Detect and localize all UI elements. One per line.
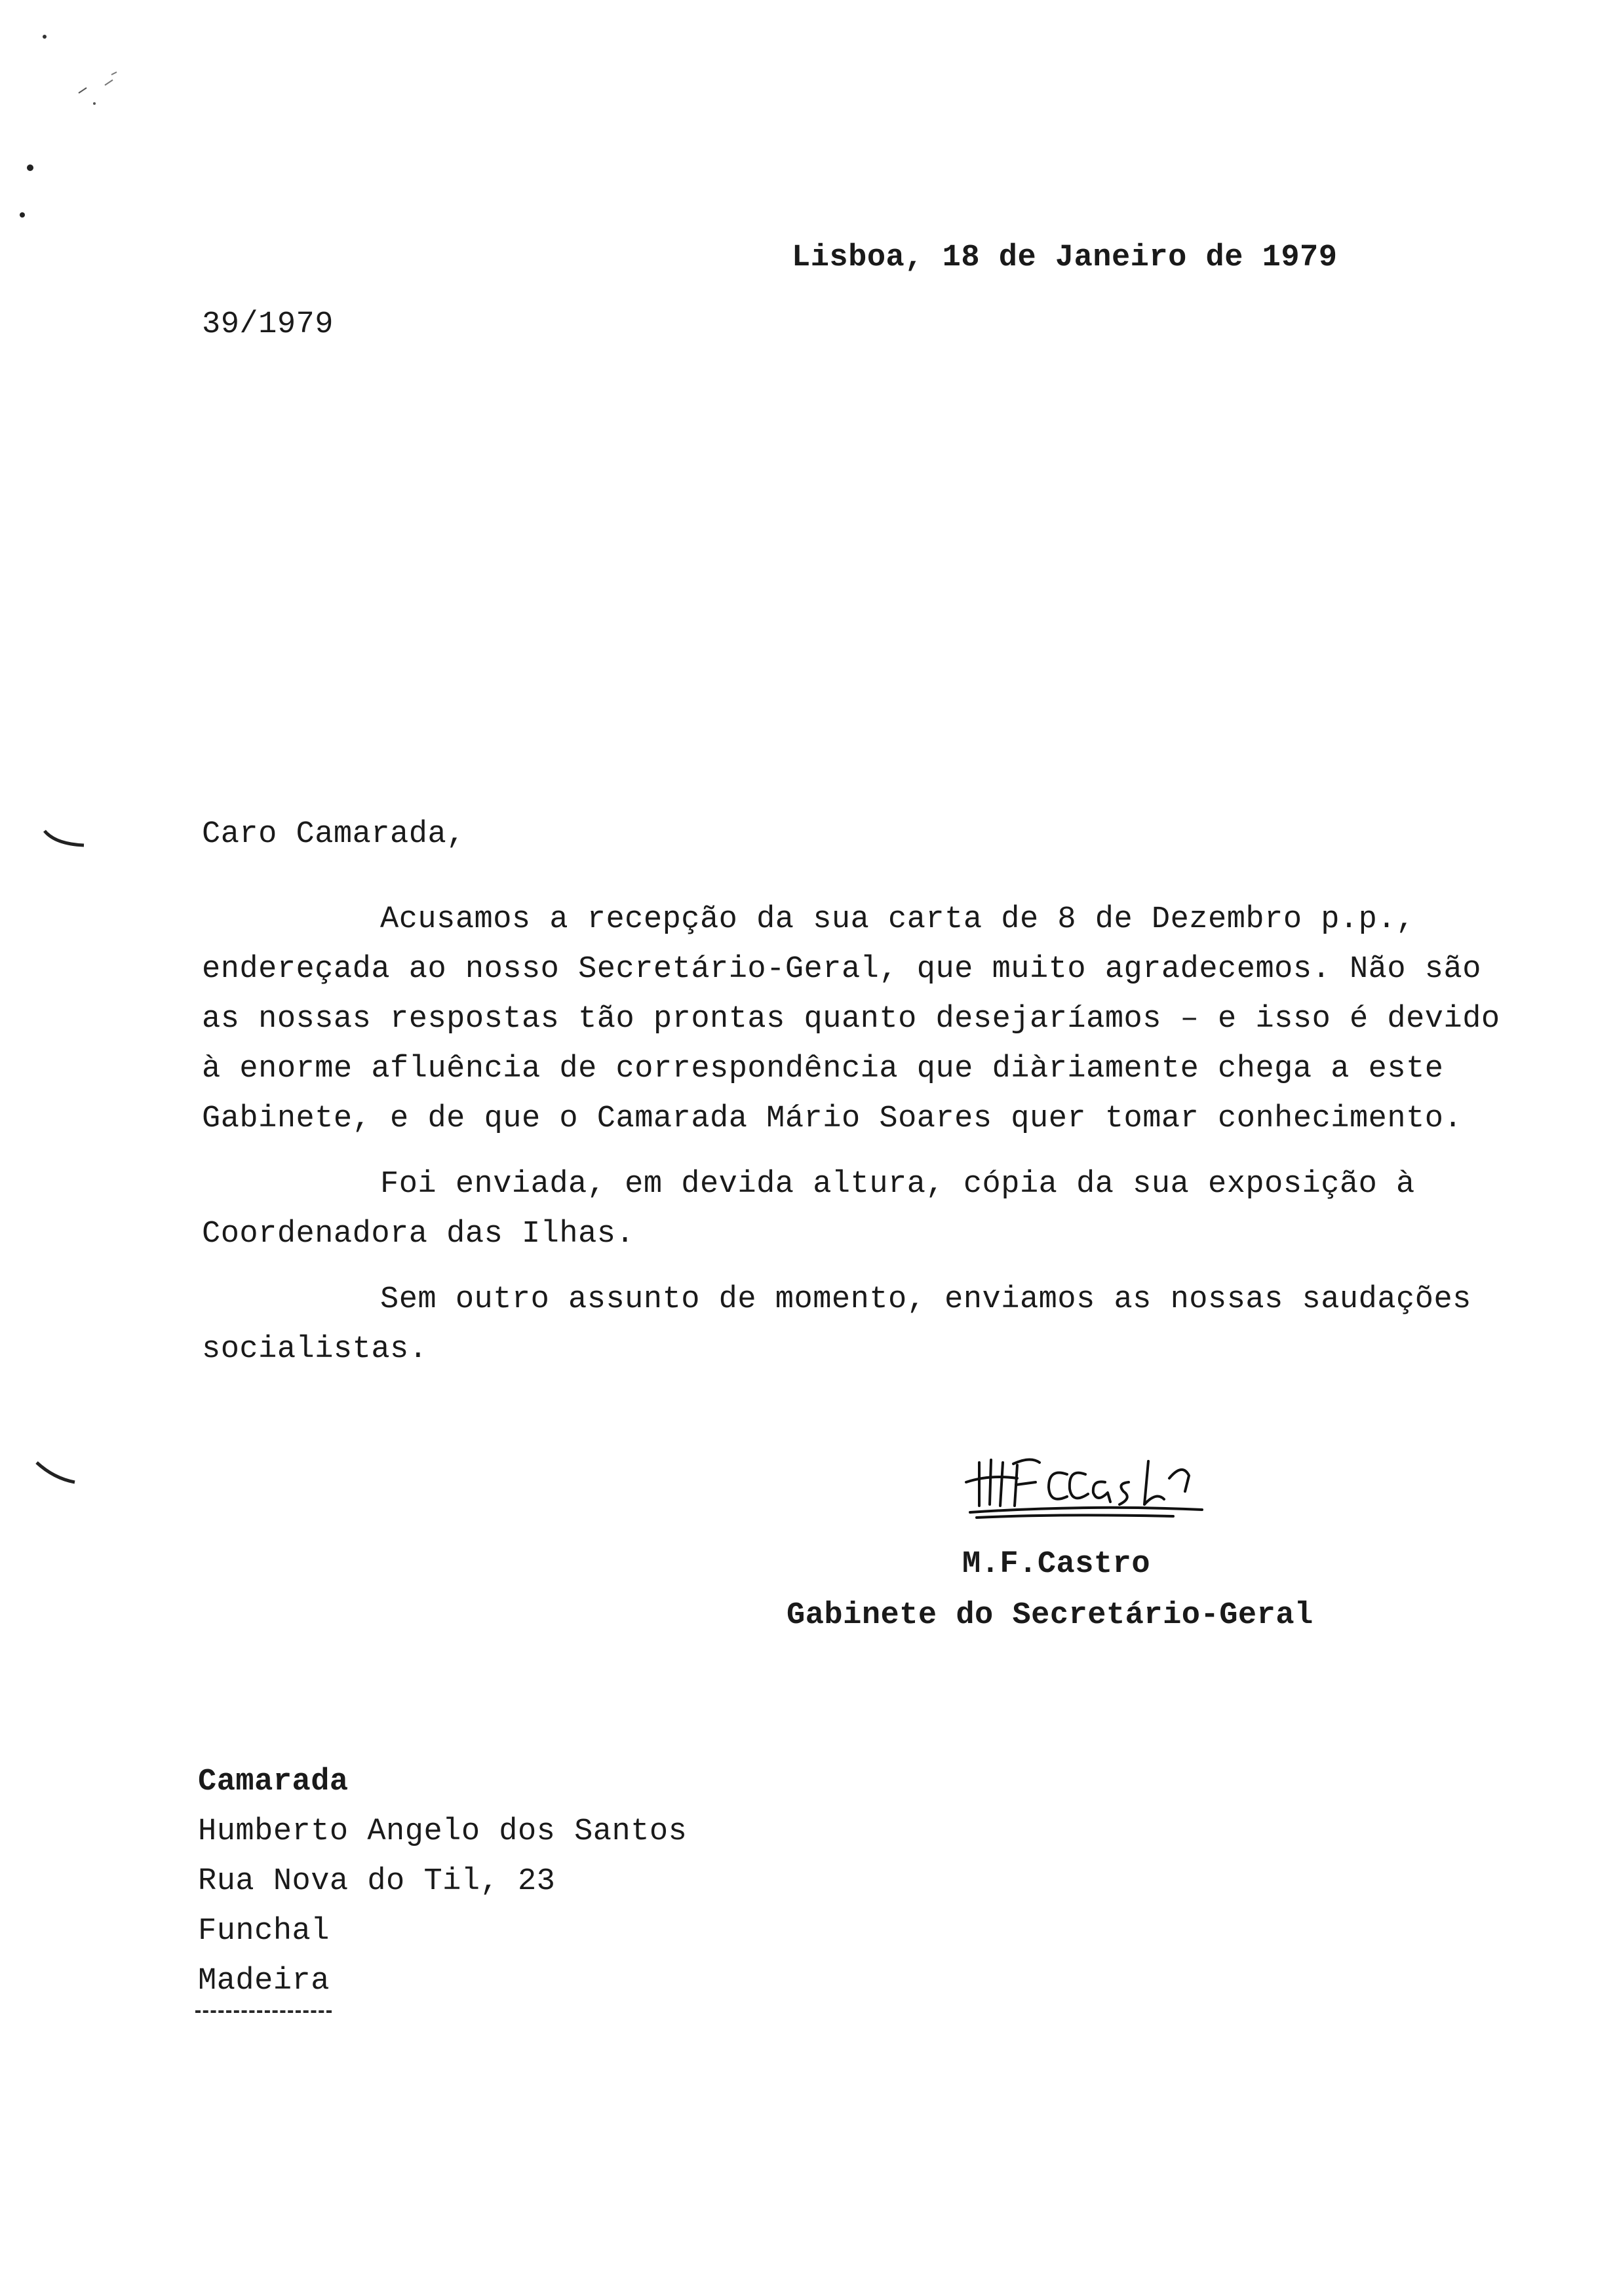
margin-tick-lower <box>34 1460 80 1493</box>
paragraph-line: endereçada ao nosso Secretário-Geral, que muito agradecemos. Não são <box>202 952 1481 987</box>
reference-number: 39/1979 <box>202 307 334 342</box>
paragraph-line: à enorme afluência de correspondência que diàriamente chega a este <box>202 1052 1444 1086</box>
paragraph-line: Foi enviada, em devida altura, cópia da sua exposição à <box>380 1167 1415 1202</box>
recipient-line: Camarada <box>198 1765 349 1799</box>
salutation: Caro Camarada, <box>202 817 465 852</box>
paragraph-line: socialistas. <box>202 1332 428 1367</box>
paragraph-line: Acusamos a recepção da sua carta de 8 de Dezembro p.p., <box>380 902 1415 937</box>
address-underline <box>195 2010 332 2013</box>
recipient-line: Rua Nova do Til, 23 <box>198 1864 556 1899</box>
paragraph-line: Sem outro assunto de momento, enviamos as nossas saudações <box>380 1282 1471 1317</box>
scan-specks <box>13 20 131 236</box>
date-line: Lisboa, 18 de Janeiro de 1979 <box>792 240 1338 275</box>
sender-name: M.F.Castro <box>962 1547 1151 1582</box>
recipient-line: Funchal <box>198 1914 330 1949</box>
body-paragraph <box>202 1275 1572 1375</box>
paragraph-line: as nossas respostas tão prontas quanto desejaríamos – e isso é devido <box>202 1002 1500 1037</box>
body-paragraph <box>202 1160 1572 1259</box>
paragraph-line: Coordenadora das Ilhas. <box>202 1217 635 1252</box>
margin-tick-upper <box>43 827 89 853</box>
recipient-line: Humberto Angelo dos Santos <box>198 1814 688 1849</box>
paragraph-line: Gabinete, e de que o Camarada Mário Soares quer tomar conhecimento. <box>202 1101 1463 1136</box>
recipient-line: Madeira <box>198 1964 330 1999</box>
handwritten-signature <box>957 1428 1232 1527</box>
body-paragraph <box>202 895 1572 1144</box>
sender-office: Gabinete do Secretário-Geral <box>787 1598 1313 1633</box>
